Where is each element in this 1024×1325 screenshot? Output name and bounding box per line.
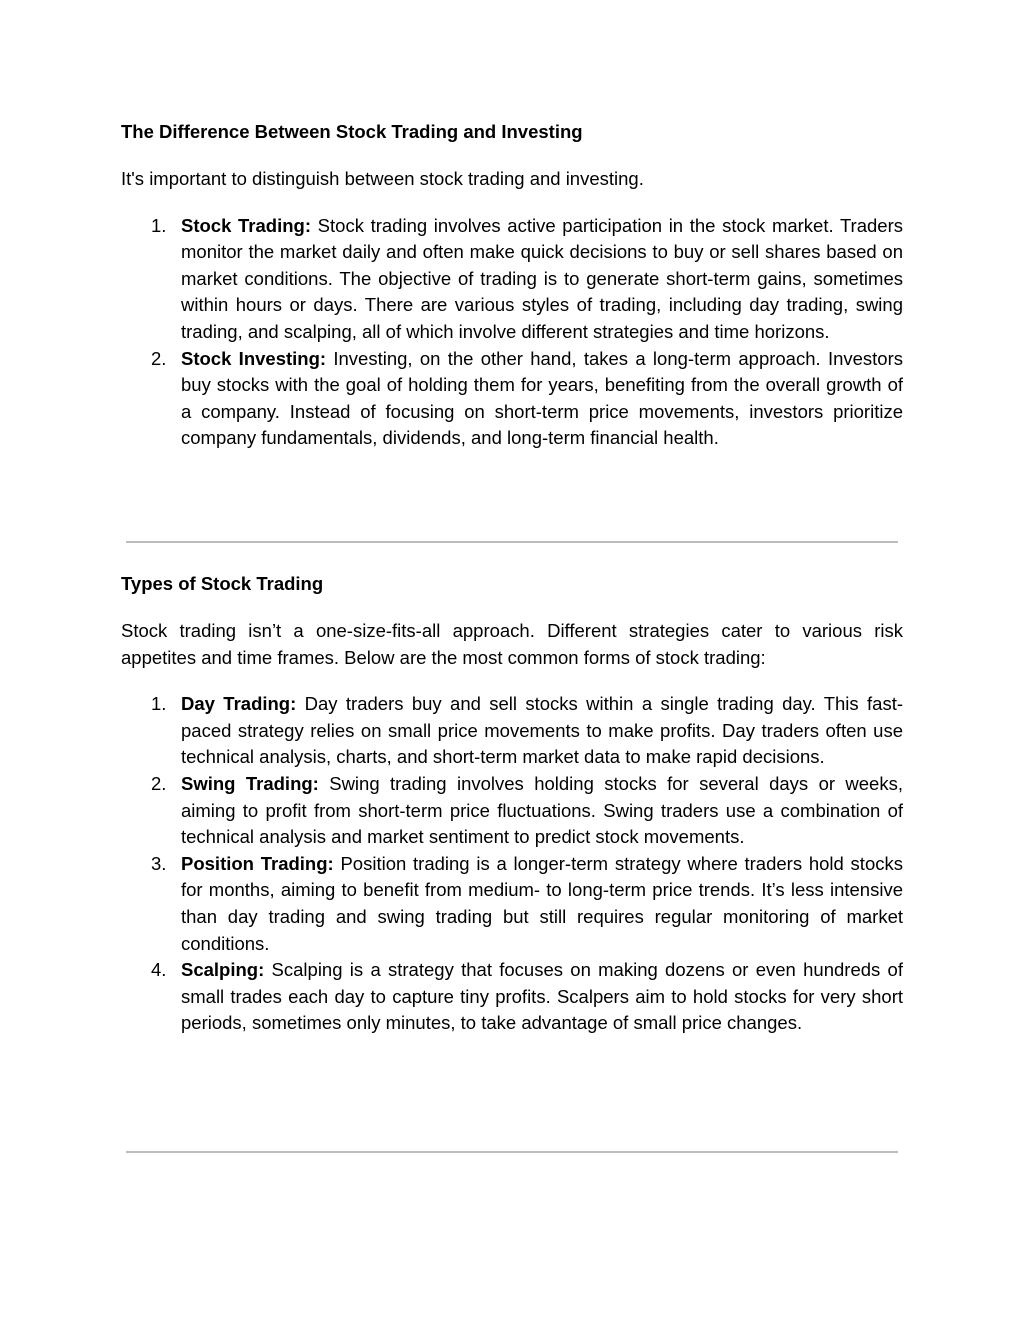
list-item xyxy=(121,346,903,452)
numbered-list xyxy=(121,691,903,1037)
list-number: 2. xyxy=(151,347,167,369)
list-item-text: Position trading is a longer-term strategy where traders hold stocks for months, aiming to benefit from medium- to long-term price trends. It’s less intensive than day trading and swing trading but still requires regular monitoring of market conditions. xyxy=(181,852,903,954)
section-types-of-trading xyxy=(121,571,903,1037)
list-item-text: Day traders buy and sell stocks within a single trading day. This fast-paced strategy relies on small price movements to make profits. Day traders often use technical analysis, charts, and short-term market data to make rapid decisions. xyxy=(181,693,903,768)
list-number: 1. xyxy=(151,693,167,715)
list-number: 1. xyxy=(151,214,167,236)
list-item-term: Day Trading: xyxy=(181,693,297,715)
horizontal-divider xyxy=(126,1151,898,1153)
section-trading-vs-investing xyxy=(121,119,903,452)
list-item-text: Swing trading involves holding stocks for several days or weeks, aiming to profit from short-term price fluctuations. Swing traders use a combination of technical analysis and market sentiment to predict stock movements. xyxy=(181,772,903,848)
list-item-text: Scalping is a strategy that focuses on making dozens or even hundreds of small trades each day to capture tiny profits. Scalpers aim to hold stocks for very short periods, sometimes only minutes, to take advantage of small price changes. xyxy=(181,959,903,1034)
list-item-term: Stock Trading: xyxy=(181,214,312,236)
list-item-term: Stock Investing: xyxy=(181,347,327,369)
list-item xyxy=(121,771,903,851)
list-item-term: Swing Trading: xyxy=(181,772,319,794)
list-item-term: Scalping: xyxy=(181,959,265,981)
list-item xyxy=(121,213,903,346)
list-item-text: Investing, on the other hand, takes a long-term approach. Investors buy stocks with the goal of holding them for years, benefiting from the overall growth of a company. Instead of focusing on short-term price movements, investors prioritize company fundamentals, dividends, and long-term financial health. xyxy=(181,347,904,449)
horizontal-divider xyxy=(126,541,898,543)
numbered-list xyxy=(121,213,903,452)
section-intro: It's important to distinguish between stock trading and investing. xyxy=(121,168,644,189)
list-item xyxy=(121,957,903,1037)
list-number: 4. xyxy=(151,959,167,981)
list-item-text: Stock trading involves active participation in the stock market. Traders monitor the market daily and often make quick decisions to buy or sell shares based on market conditions. The objective of trading is to generate short-term gains, sometimes within hours or days. There are various styles of trading, including day trading, swing trading, and scalping, all of which involve different strategies and time horizons. xyxy=(181,214,903,342)
section-title: Types of Stock Trading xyxy=(121,573,324,594)
list-item-term: Position Trading: xyxy=(181,852,334,874)
list-item xyxy=(121,691,903,771)
list-item xyxy=(121,851,903,957)
section-intro: Stock trading isn’t a one-size-fits-all approach. Different strategies cater to various risk appetites and time frames. Below are the most common forms of stock trading: xyxy=(121,620,903,668)
list-number: 3. xyxy=(151,852,167,874)
section-title: The Difference Between Stock Trading and Investing xyxy=(121,121,583,142)
list-number: 2. xyxy=(151,772,167,794)
